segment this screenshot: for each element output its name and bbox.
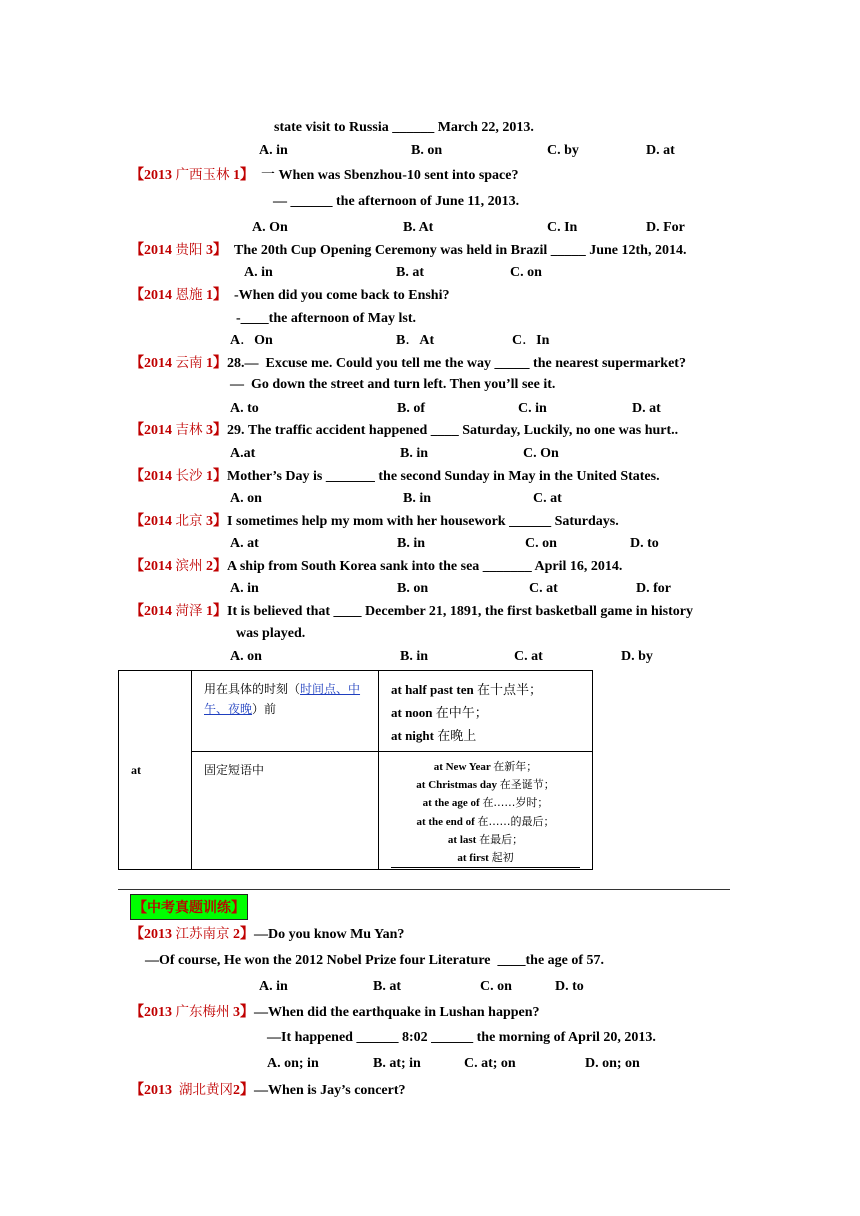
line-text: The 20th Cup Opening Ceremony was held in Brazil _____ June 12th, 2014.	[227, 243, 687, 258]
line-text: A．On	[230, 332, 273, 348]
line-text: C. on	[480, 979, 512, 994]
line-text: 29. The traffic accident happened ____ Saturday, Luckily, no one was hurt..	[227, 423, 679, 438]
answer-line	[529, 580, 558, 598]
line-text: D. to	[555, 979, 584, 994]
answer-line	[396, 264, 424, 282]
line-text: D. for	[636, 581, 671, 596]
line-text: I sometimes help my mom with her housework ______ Saturdays.	[227, 514, 619, 529]
line-text: -____the afternoon of May lst.	[236, 311, 417, 326]
answer-line	[403, 490, 431, 508]
line-text: A. at	[230, 536, 259, 551]
answer-line	[396, 331, 434, 350]
answer-line	[400, 445, 428, 463]
line-text: A. on	[230, 491, 262, 506]
line-text: —It happened ______ 8:02 ______ the morning of April 20, 2013.	[267, 1030, 656, 1045]
line-text: — Go down the street and turn left. Then you’ll see it.	[230, 377, 556, 392]
line-text: C. In	[547, 220, 578, 235]
line-text: C. On	[523, 446, 559, 461]
section-divider	[118, 889, 730, 890]
question-line	[130, 241, 686, 260]
line-text: A. in	[230, 581, 259, 596]
answer-line	[230, 400, 259, 418]
answer-line	[630, 535, 659, 553]
answer-line	[636, 580, 671, 598]
line-text: —When is Jay’s concert?	[254, 1083, 406, 1098]
line-text: A. in	[259, 143, 288, 158]
example-item: at Christmas day 在圣诞节；	[416, 778, 555, 792]
answer-line	[244, 264, 273, 282]
line-text: -When did you come back to Enshi?	[227, 288, 450, 303]
examples-list-1	[379, 671, 592, 748]
answer-line	[555, 978, 584, 996]
section-title: 【中考真题训练】	[130, 894, 248, 920]
line-text: —Of course, He won the 2012 Nobel Prize four Literature ____the age of 57.	[145, 953, 605, 968]
usage-cell-2	[192, 752, 379, 870]
question-line	[130, 557, 622, 576]
answer-line	[259, 978, 288, 996]
answer-line	[230, 490, 262, 508]
question-line	[130, 512, 619, 531]
usage-cell-1	[192, 671, 379, 752]
example-item: at night 在晚上	[391, 728, 477, 744]
answer-line	[230, 445, 255, 463]
question-line	[130, 1003, 540, 1022]
source-tag: 【2014 恩施 1】	[130, 287, 227, 303]
usage-prefix: 用在具体的时刻（	[204, 682, 301, 696]
source-tag: 【2014 云南 1】	[130, 355, 227, 371]
line-text: B. in	[400, 446, 429, 461]
usage-text-2: 固定短语中	[204, 763, 265, 777]
answer-line	[230, 331, 273, 350]
question-line	[130, 602, 693, 621]
answer-line	[259, 142, 288, 160]
example-item: at last 在最后；	[447, 832, 524, 846]
answer-line	[267, 1029, 656, 1047]
answer-line	[547, 219, 577, 237]
line-text: B. at	[396, 265, 424, 280]
line-text: —When did the earthquake in Lushan happen?	[254, 1005, 540, 1020]
answer-line	[525, 535, 557, 553]
line-text: was played.	[236, 626, 306, 641]
answer-line	[252, 219, 288, 237]
answer-line	[397, 535, 425, 553]
answer-line	[632, 400, 661, 418]
line-text: B. At	[403, 220, 434, 235]
line-text: B. on	[397, 581, 429, 596]
line-text: A. in	[244, 265, 273, 280]
source-tag: 【2013 江苏南京 2】	[130, 926, 254, 942]
line-text: It is believed that ____ December 21, 1891, the first basketball game in history	[227, 604, 693, 619]
answer-line	[373, 978, 401, 996]
answer-line	[400, 648, 428, 666]
line-text: D. at	[632, 401, 661, 416]
line-text: B. on	[411, 143, 443, 158]
line-text: —Do you know Mu Yan?	[254, 927, 405, 942]
line-text: — ______ the afternoon of June 11, 2013.	[273, 194, 520, 209]
line-text: C. on	[510, 265, 542, 280]
line-text: 28.— Excuse me. Could you tell me the way _____ the nearest supermarket?	[227, 356, 686, 371]
answer-line	[621, 648, 653, 666]
question-line	[130, 925, 404, 944]
grammar-table	[118, 670, 593, 870]
answer-line	[236, 310, 416, 328]
line-text: C. at	[529, 581, 558, 596]
source-tag: 【2014 长沙 1】	[130, 468, 227, 484]
example-item: at noon 在中午；	[391, 705, 488, 721]
question-line	[130, 286, 449, 305]
line-text: D. to	[630, 536, 659, 551]
answer-line	[518, 400, 547, 418]
line-text: Mother’s Day is _______ the second Sunday in May in the United States.	[227, 469, 660, 484]
line-text: A. On	[252, 220, 288, 235]
answer-line	[230, 535, 259, 553]
line-text: B．At	[396, 332, 435, 348]
question-line	[130, 354, 686, 373]
line-text: B. in	[400, 649, 429, 664]
answer-line	[145, 952, 604, 970]
example-item: at the age of 在……岁时；	[422, 796, 549, 810]
line-text: C．In	[512, 332, 550, 348]
answer-line	[533, 490, 562, 508]
answer-line	[373, 1055, 421, 1073]
example-item: at half past ten 在十点半；	[391, 682, 542, 698]
line-text: A.at	[230, 446, 256, 461]
word-label: at	[131, 763, 141, 777]
answer-line	[411, 142, 442, 160]
line-text: C. at; on	[464, 1056, 516, 1071]
answer-line	[646, 142, 675, 160]
line-text: A ship from South Korea sank into the sea _______ April 16, 2014.	[227, 559, 623, 574]
usage-link[interactable]: 时间点、中午、夜晚	[204, 682, 361, 716]
line-text: C. on	[525, 536, 557, 551]
source-tag: 【2014 菏泽 1】	[130, 603, 227, 619]
example-item: at New Year 在新年；	[433, 760, 538, 773]
line-text: D. For	[646, 220, 685, 235]
line-text: 一 When was Sbenzhou-10 sent into space?	[261, 167, 519, 183]
source-tag: 【2014 北京 3】	[130, 513, 227, 529]
answer-line	[510, 264, 542, 282]
line-text: D. on; on	[585, 1056, 640, 1071]
line-text: C. at	[514, 649, 543, 664]
question-line	[130, 166, 518, 185]
answer-line	[547, 142, 579, 160]
answer-line	[267, 1055, 319, 1073]
example-item: at the end of 在……的最后；	[416, 814, 555, 828]
examples-list-2	[379, 752, 592, 868]
line-text: A. in	[259, 979, 288, 994]
line-text: B. at; in	[373, 1056, 421, 1071]
line-text: C. at	[533, 491, 562, 506]
source-tag: 【2013 湖北黄冈2】	[130, 1082, 254, 1098]
line-text: D. at	[646, 143, 675, 158]
usage-suffix: ）前	[252, 702, 277, 716]
source-tag: 【2014 滨州 2】	[130, 558, 227, 574]
answer-line	[514, 648, 543, 666]
line-text: A. on; in	[267, 1056, 319, 1071]
answer-line	[403, 219, 433, 237]
answer-line	[397, 400, 425, 418]
answer-line	[397, 580, 428, 598]
answer-line	[230, 376, 555, 394]
question-line	[130, 1081, 406, 1100]
line-text: D. by	[621, 649, 653, 664]
examples-cell-1	[379, 671, 593, 752]
example-item: at first 起初	[391, 849, 580, 868]
line-text: B. at	[373, 979, 401, 994]
question-line	[130, 421, 678, 440]
answer-line	[230, 648, 262, 666]
source-tag: 【2013 广东梅州 3】	[130, 1004, 254, 1020]
line-text: A. to	[230, 401, 259, 416]
answer-line	[236, 625, 305, 643]
source-tag: 【2014 贵阳 3】	[130, 242, 227, 258]
answer-line	[646, 219, 685, 237]
word-cell	[119, 671, 192, 870]
answer-line	[464, 1055, 516, 1073]
line-text: C. by	[547, 143, 579, 158]
answer-line	[273, 193, 519, 211]
line-text: A. on	[230, 649, 262, 664]
line-text: B. of	[397, 401, 425, 416]
line-text: B. in	[397, 536, 426, 551]
line-text: C. in	[518, 401, 547, 416]
answer-line	[585, 1055, 640, 1073]
answer-line	[512, 331, 549, 350]
question-line	[130, 467, 660, 486]
line-text: state visit to Russia ______ March 22, 2013.	[274, 120, 534, 135]
source-tag: 【2013 广西玉林 1】	[130, 167, 254, 183]
answer-line	[274, 119, 534, 137]
answer-line	[480, 978, 512, 996]
usage-text-1	[192, 671, 378, 719]
line-text: B. in	[403, 491, 432, 506]
source-tag: 【2014 吉林 3】	[130, 422, 227, 438]
answer-line	[523, 445, 559, 463]
examples-cell-2	[379, 752, 593, 870]
answer-line	[230, 580, 259, 598]
